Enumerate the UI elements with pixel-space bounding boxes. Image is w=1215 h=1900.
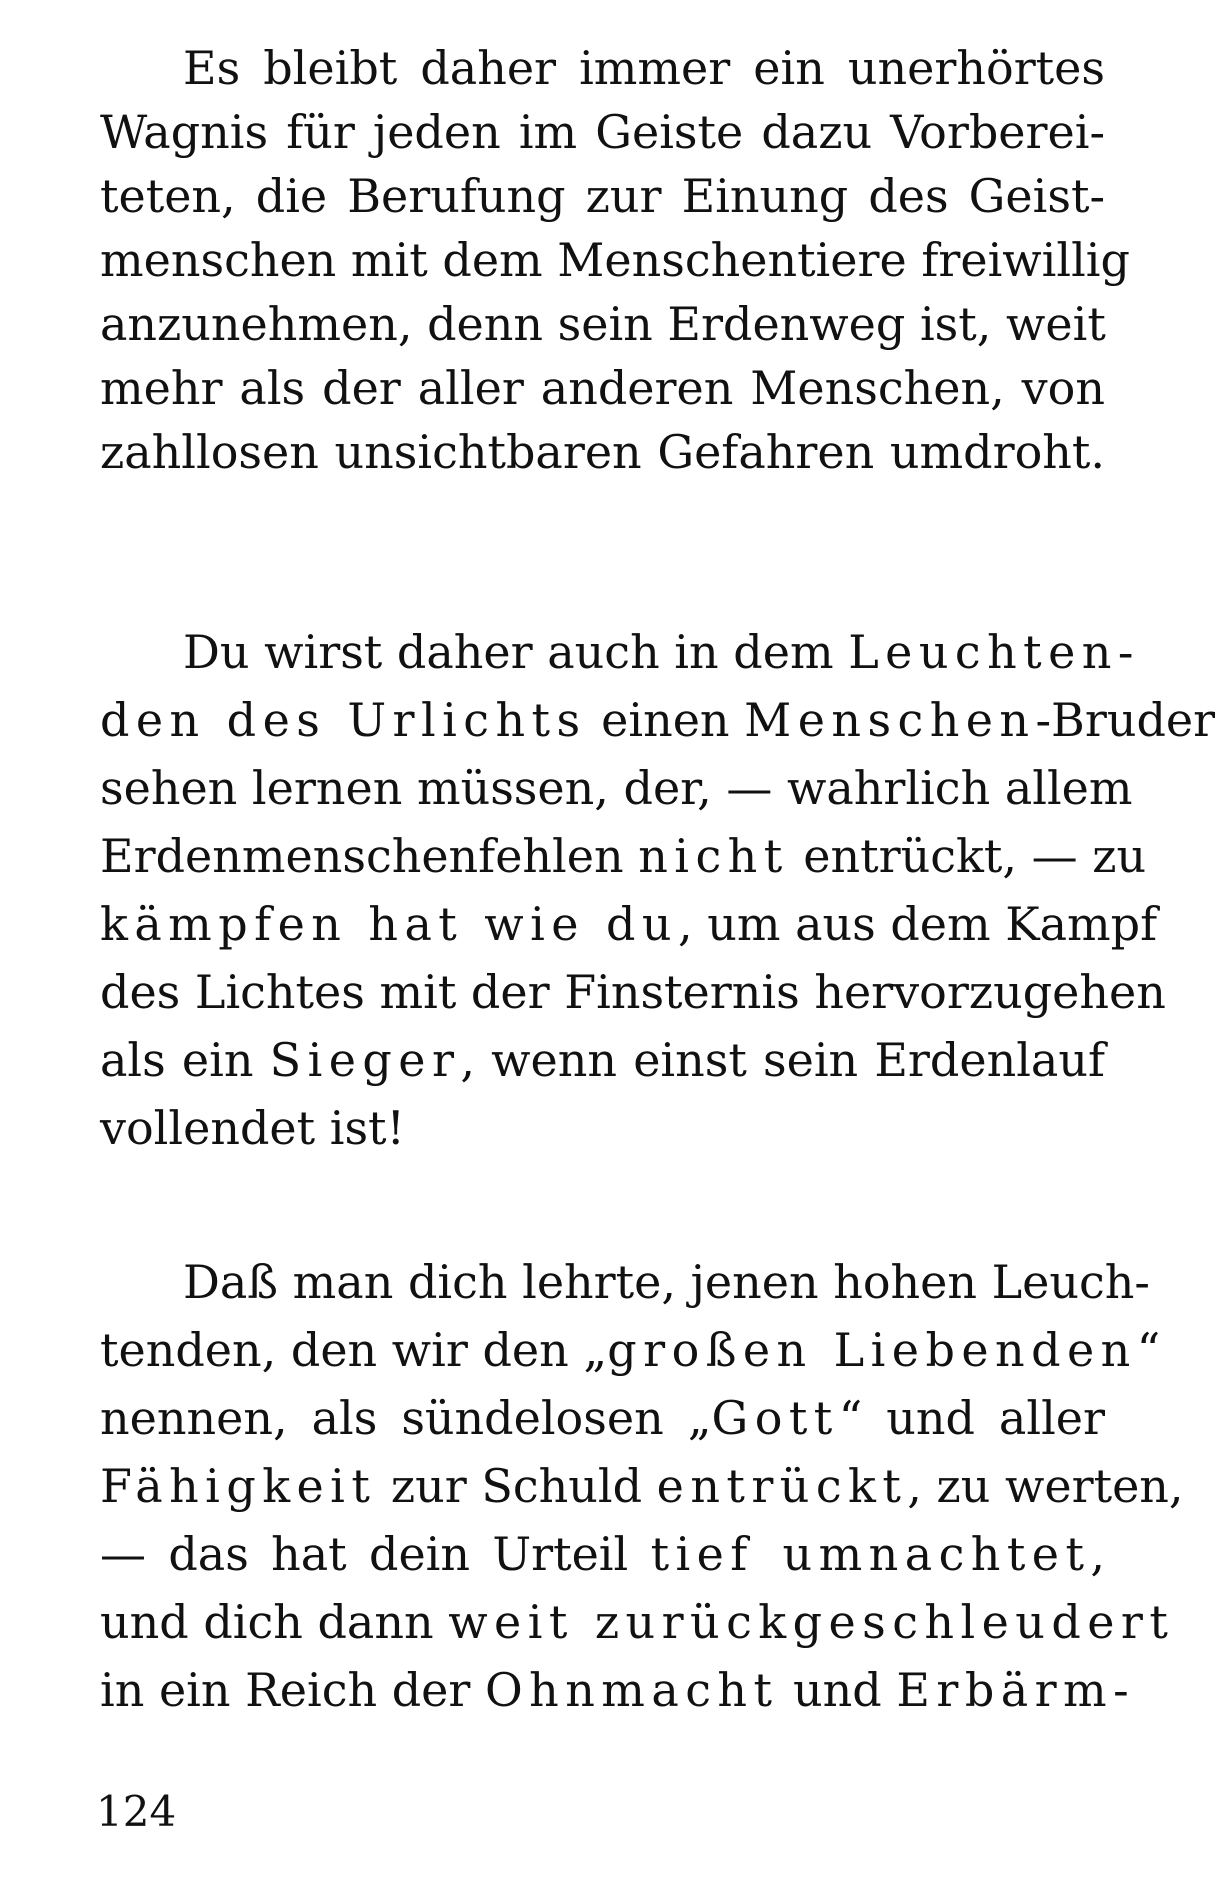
text-line: mehr als der aller anderen Menschen, von xyxy=(100,361,1105,415)
text-line: Es bleibt daher immer ein unerhörtes xyxy=(183,41,1105,95)
text-line: sehen lernen müssen, der, — wahrlich allem xyxy=(100,761,1133,815)
text-line: als ein Sieger, wenn einst sein Erdenlauf xyxy=(100,1033,1105,1087)
text-line: kämpfen hat wie du, um aus dem Kampf xyxy=(100,897,1158,951)
spaced-emphasis: großen Liebenden xyxy=(607,1323,1137,1377)
text-line: Fähigkeit zur Schuld entrückt, zu werten, xyxy=(100,1459,1184,1513)
text-line: teten, die Berufung zur Einung des Geist- xyxy=(100,169,1105,223)
spaced-emphasis: tief umnachtet xyxy=(650,1527,1091,1581)
text-line: den des Urlichts einen Menschen-Bruder xyxy=(100,693,1215,747)
text-line: vollendet ist! xyxy=(100,1101,406,1155)
spaced-emphasis: entrückt xyxy=(656,1459,908,1513)
spaced-emphasis: kämpfen hat wie du xyxy=(100,897,678,951)
spaced-emphasis: den des Urlichts xyxy=(100,693,587,747)
spaced-emphasis: Erbärm- xyxy=(896,1663,1136,1717)
spaced-emphasis: Menschen xyxy=(744,693,1036,747)
text-line: Daß man dich lehrte, jenen hohen Leuch- xyxy=(183,1255,1150,1309)
spaced-emphasis: Sieger xyxy=(269,1033,461,1087)
spaced-emphasis: Ohnmacht xyxy=(485,1663,779,1717)
text-line: — das hat dein Urteil tief umnachtet, xyxy=(100,1527,1105,1581)
spaced-emphasis: Leuchten- xyxy=(848,625,1140,679)
text-line: Wagnis für jeden im Geiste dazu Vorberei- xyxy=(100,105,1105,159)
text-line: tenden, den wir den „großen Liebenden“ xyxy=(100,1323,1161,1377)
text-line: des Lichtes mit der Finsternis hervorzugehen xyxy=(100,965,1166,1019)
text-line: und dich dann weit zurückgeschleudert xyxy=(100,1595,1175,1649)
text-line: in ein Reich der Ohnmacht und Erbärm- xyxy=(100,1663,1136,1717)
text-line: menschen mit dem Menschentiere freiwillig xyxy=(100,233,1130,287)
text-line: zahllosen unsichtbaren Gefahren umdroht. xyxy=(100,425,1105,479)
spaced-emphasis: nicht xyxy=(638,829,789,883)
text-line: Erdenmenschenfehlen nicht entrückt, — zu xyxy=(100,829,1147,883)
spaced-emphasis: Fähigkeit xyxy=(100,1459,377,1513)
spaced-emphasis: weit zurückgeschleudert xyxy=(448,1595,1175,1649)
spaced-emphasis: Gott xyxy=(711,1391,839,1445)
text-line: anzunehmen, denn sein Erdenweg ist, weit xyxy=(100,297,1106,351)
text-line: Du wirst daher auch in dem Leuchten- xyxy=(183,625,1140,679)
page-number: 124 xyxy=(96,1787,177,1836)
text-line: nennen, als sündelosen „Gott“ und aller xyxy=(100,1391,1105,1445)
